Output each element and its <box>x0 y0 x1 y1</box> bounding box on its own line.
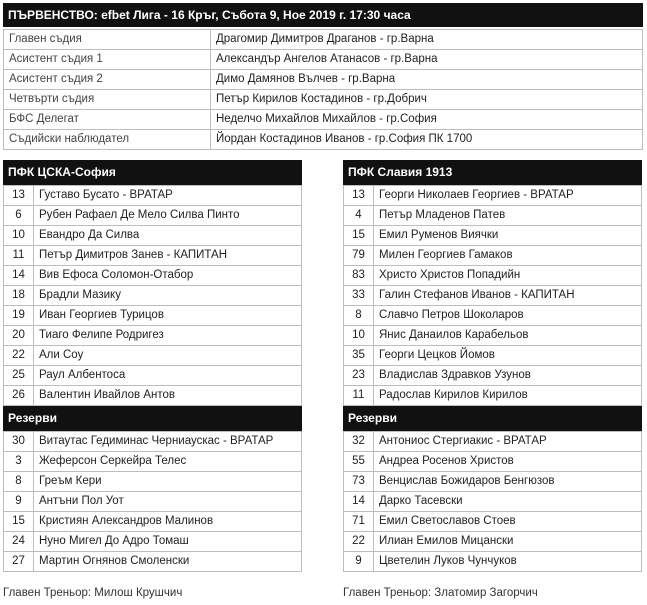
player-number: 71 <box>344 512 374 532</box>
player-number: 4 <box>344 206 374 226</box>
player-row <box>4 552 302 572</box>
player-name: Радослав Кирилов Кирилов <box>374 386 642 406</box>
player-row <box>344 346 642 366</box>
match-header: ПЪРВЕНСТВО: efbet Лига - 16 Кръг, Събота 9, Ное 2019 г. 17:30 часа <box>3 3 643 27</box>
player-name: Венцислав Божидаров Бенгюзов <box>374 472 642 492</box>
player-row <box>344 492 642 512</box>
home-starters-table <box>3 185 302 406</box>
player-row <box>4 186 302 206</box>
player-name: Илиан Емилов Мицански <box>374 532 642 552</box>
player-number: 9 <box>4 492 34 512</box>
official-role: Четвърти съдия <box>4 90 211 110</box>
player-row <box>344 452 642 472</box>
player-number: 27 <box>4 552 34 572</box>
player-number: 10 <box>4 226 34 246</box>
player-name: Славчо Петров Шокoларов <box>374 306 642 326</box>
player-row <box>344 472 642 492</box>
official-role: БФС Делегат <box>4 110 211 130</box>
player-row <box>4 326 302 346</box>
player-number: 83 <box>344 266 374 286</box>
player-number: 9 <box>344 552 374 572</box>
official-name: Драгомир Димитров Драганов - гр.Варна <box>211 30 643 50</box>
player-name: Валентин Ивайлов Антов <box>34 386 302 406</box>
player-name: Рубен Рафаел Де Мело Силва Пинто <box>34 206 302 226</box>
player-row <box>4 472 302 492</box>
player-number: 14 <box>344 492 374 512</box>
player-number: 13 <box>4 186 34 206</box>
player-number: 30 <box>4 432 34 452</box>
official-name: Петър Кирилов Костадинов - гр.Добрич <box>211 90 643 110</box>
player-row <box>4 346 302 366</box>
player-number: 13 <box>344 186 374 206</box>
player-number: 35 <box>344 346 374 366</box>
player-number: 23 <box>344 366 374 386</box>
player-number: 15 <box>344 226 374 246</box>
player-name: Антониос Стергиакис - ВРАТАР <box>374 432 642 452</box>
player-name: Емил Светославов Стоев <box>374 512 642 532</box>
player-row <box>344 432 642 452</box>
player-number: 22 <box>344 532 374 552</box>
home-coach: Главен Треньор: Милош Крушчич <box>3 587 183 599</box>
player-number: 32 <box>344 432 374 452</box>
player-name: Брадли Мазику <box>34 286 302 306</box>
player-row <box>4 492 302 512</box>
player-row <box>4 452 302 472</box>
player-row <box>4 306 302 326</box>
official-name: Александър Ангелов Атанасов - гр.Варна <box>211 50 643 70</box>
official-name: Димо Дамянов Вълчев - гр.Варна <box>211 70 643 90</box>
player-number: 33 <box>344 286 374 306</box>
player-name: Али Соу <box>34 346 302 366</box>
player-number: 26 <box>4 386 34 406</box>
away-team-block <box>343 160 642 572</box>
player-number: 73 <box>344 472 374 492</box>
player-row <box>344 326 642 346</box>
player-name: Витаутас Гедиминас Черниаускас - ВРАТАР <box>34 432 302 452</box>
player-number: 8 <box>344 306 374 326</box>
away-starters-table <box>343 185 642 406</box>
player-number: 15 <box>4 512 34 532</box>
player-name: Янис Данаилов Карабельов <box>374 326 642 346</box>
player-row <box>344 532 642 552</box>
player-row <box>4 532 302 552</box>
player-number: 79 <box>344 246 374 266</box>
player-name: Кристиян Александров Малинов <box>34 512 302 532</box>
official-row <box>4 70 643 90</box>
player-row <box>4 512 302 532</box>
official-row <box>4 90 643 110</box>
official-role: Съдийски наблюдател <box>4 130 211 150</box>
player-number: 55 <box>344 452 374 472</box>
player-name: Галин Стефанов Иванов - КАПИТАН <box>374 286 642 306</box>
player-name: Евандро Да Силва <box>34 226 302 246</box>
player-name: Милен Георгиев Гамаков <box>374 246 642 266</box>
player-name: Густаво Бусато - ВРАТАР <box>34 186 302 206</box>
player-row <box>344 226 642 246</box>
player-name: Раул Албентоса <box>34 366 302 386</box>
official-row <box>4 110 643 130</box>
player-row <box>4 366 302 386</box>
player-row <box>344 286 642 306</box>
player-number: 22 <box>4 346 34 366</box>
player-number: 20 <box>4 326 34 346</box>
player-name: Вив Ефоса Соломон-Отабор <box>34 266 302 286</box>
home-team-block <box>3 160 302 572</box>
player-number: 24 <box>4 532 34 552</box>
player-name: Нуно Мигел До Адро Томаш <box>34 532 302 552</box>
player-number: 14 <box>4 266 34 286</box>
player-row <box>4 432 302 452</box>
away-team-name: ПФК Славия 1913 <box>343 160 642 185</box>
player-row <box>344 386 642 406</box>
player-name: Георги Цецков Йомов <box>374 346 642 366</box>
player-name: Жеферсон Серкейра Телес <box>34 452 302 472</box>
away-subs-table <box>343 431 642 572</box>
official-row <box>4 50 643 70</box>
player-row <box>4 386 302 406</box>
official-role: Асистент съдия 2 <box>4 70 211 90</box>
official-row <box>4 130 643 150</box>
player-name: Андреа Росенов Христов <box>374 452 642 472</box>
player-row <box>4 206 302 226</box>
player-row <box>4 286 302 306</box>
away-coach: Главен Треньор: Златомир Загорчич <box>343 587 538 599</box>
official-role: Асистент съдия 1 <box>4 50 211 70</box>
player-row <box>344 186 642 206</box>
home-subs-table <box>3 431 302 572</box>
officials-table <box>3 29 643 150</box>
player-name: Петър Димитров Занев - КАПИТАН <box>34 246 302 266</box>
player-name: Георги Николаев Георгиев - ВРАТАР <box>374 186 642 206</box>
player-number: 25 <box>4 366 34 386</box>
player-name: Владислав Здравков Узунов <box>374 366 642 386</box>
player-row <box>4 226 302 246</box>
player-row <box>344 552 642 572</box>
player-name: Христо Христов Попадийн <box>374 266 642 286</box>
player-number: 11 <box>4 246 34 266</box>
player-name: Емил Руменов Виячки <box>374 226 642 246</box>
player-name: Дарко Тасевски <box>374 492 642 512</box>
player-number: 10 <box>344 326 374 346</box>
player-row <box>344 512 642 532</box>
official-name: Неделчо Михайлов Михайлов - гр.София <box>211 110 643 130</box>
player-row <box>344 366 642 386</box>
player-number: 19 <box>4 306 34 326</box>
player-number: 11 <box>344 386 374 406</box>
player-number: 8 <box>4 472 34 492</box>
official-role: Главен съдия <box>4 30 211 50</box>
player-name: Греъм Кери <box>34 472 302 492</box>
player-name: Мартин Огнянов Смоленски <box>34 552 302 572</box>
player-row <box>344 246 642 266</box>
player-number: 3 <box>4 452 34 472</box>
player-name: Цветелин Луков Чунчуков <box>374 552 642 572</box>
home-subs-heading: Резерви <box>3 406 302 431</box>
player-row <box>344 266 642 286</box>
home-team-name: ПФК ЦСКА-София <box>3 160 302 185</box>
away-subs-heading: Резерви <box>343 406 642 431</box>
player-number: 6 <box>4 206 34 226</box>
player-row <box>4 246 302 266</box>
player-row <box>344 206 642 226</box>
player-name: Петър Младенов Патев <box>374 206 642 226</box>
player-row <box>4 266 302 286</box>
player-number: 18 <box>4 286 34 306</box>
player-row <box>344 306 642 326</box>
player-name: Антъни Пол Уот <box>34 492 302 512</box>
player-name: Иван Георгиев Турицов <box>34 306 302 326</box>
official-row <box>4 30 643 50</box>
player-name: Тиаго Фелипе Родригез <box>34 326 302 346</box>
official-name: Йордан Костадинов Иванов - гр.София ПК 1700 <box>211 130 643 150</box>
